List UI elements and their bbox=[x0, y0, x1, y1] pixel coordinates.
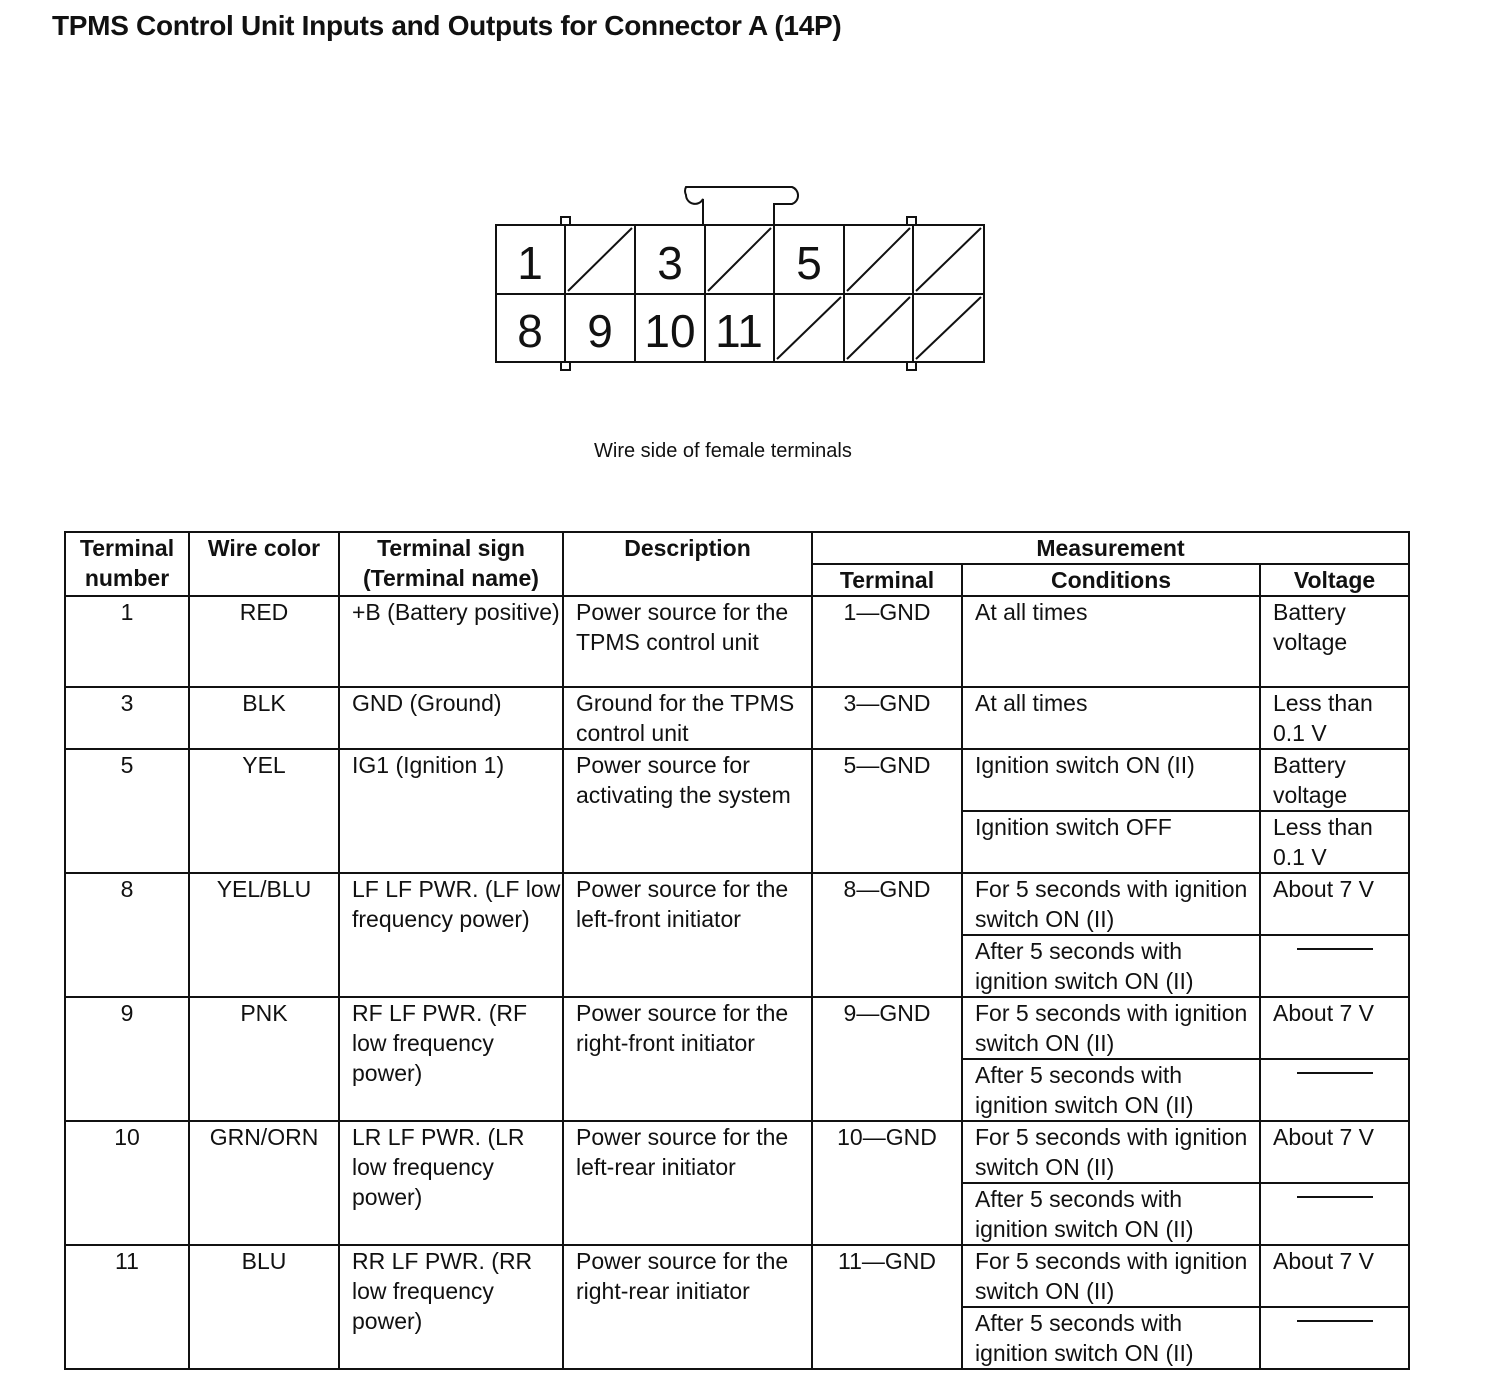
voltage-cell: About 7 V bbox=[1260, 1121, 1409, 1183]
voltage-cell: Battery voltage bbox=[1260, 749, 1409, 811]
connector-caption: Wire side of female terminals bbox=[594, 440, 852, 462]
voltage-cell bbox=[1260, 1183, 1409, 1245]
voltage-cell: About 7 V bbox=[1260, 873, 1409, 935]
voltage-cell: About 7 V bbox=[1260, 1245, 1409, 1307]
description-cell: Power source for the left-front initiator bbox=[563, 873, 812, 997]
condition-cell: Ignition switch ON (II) bbox=[962, 749, 1260, 811]
measurement-terminal-cell: 11—GND bbox=[812, 1245, 962, 1369]
terminal-sign-cell: GND (Ground) bbox=[339, 687, 563, 749]
measurement-terminal-cell: 5—GND bbox=[812, 749, 962, 873]
condition-cell: For 5 seconds with ignition switch ON (II) bbox=[962, 1121, 1260, 1183]
terminal-sign-cell: +B (Battery positive) bbox=[339, 596, 563, 687]
description-cell: Power source for the TPMS control unit bbox=[563, 596, 812, 687]
cavity-8: 8 bbox=[517, 305, 543, 357]
wire-color-cell: GRN/ORN bbox=[189, 1121, 339, 1245]
description-cell: Power source for activating the system bbox=[563, 749, 812, 873]
condition-cell: After 5 seconds with ignition switch ON (II) bbox=[962, 1183, 1260, 1245]
table-row bbox=[65, 1121, 1409, 1183]
header-wire-color: Wire color bbox=[189, 532, 339, 596]
terminal-number-cell: 5 bbox=[65, 749, 189, 873]
condition-cell: After 5 seconds with ignition switch ON (II) bbox=[962, 1059, 1260, 1121]
measurement-terminal-cell: 3—GND bbox=[812, 687, 962, 749]
cavity-11: 11 bbox=[715, 305, 763, 357]
description-cell: Power source for the left-rear initiator bbox=[563, 1121, 812, 1245]
wire-color-cell: BLK bbox=[189, 687, 339, 749]
terminal-number-cell: 11 bbox=[65, 1245, 189, 1369]
cavity-5: 5 bbox=[796, 237, 822, 289]
wire-color-cell: BLU bbox=[189, 1245, 339, 1369]
cavity-9: 9 bbox=[587, 305, 613, 357]
wire-color-cell: YEL/BLU bbox=[189, 873, 339, 997]
table-row bbox=[65, 749, 1409, 811]
condition-cell: At all times bbox=[962, 596, 1260, 687]
header-terminal-sign: Terminal sign (Terminal name) bbox=[339, 532, 563, 596]
voltage-cell: About 7 V bbox=[1260, 997, 1409, 1059]
table-row bbox=[65, 596, 1409, 687]
description-cell: Power source for the right-front initiator bbox=[563, 997, 812, 1121]
voltage-cell bbox=[1260, 1307, 1409, 1369]
condition-cell: After 5 seconds with ignition switch ON (II) bbox=[962, 935, 1260, 997]
measurement-terminal-cell: 10—GND bbox=[812, 1121, 962, 1245]
header-conditions: Conditions bbox=[962, 564, 1260, 596]
header-terminal: Terminal bbox=[812, 564, 962, 596]
voltage-cell bbox=[1260, 1059, 1409, 1121]
terminal-number-cell: 1 bbox=[65, 596, 189, 687]
condition-cell: For 5 seconds with ignition switch ON (II) bbox=[962, 997, 1260, 1059]
table-row bbox=[65, 1245, 1409, 1307]
terminal-sign-cell: LR LF PWR. (LR low frequency power) bbox=[339, 1121, 563, 1245]
voltage-cell: Less than 0.1 V bbox=[1260, 811, 1409, 873]
terminal-sign-cell: RR LF PWR. (RR low frequency power) bbox=[339, 1245, 563, 1369]
connector-diagram bbox=[480, 175, 1000, 380]
dash-mark bbox=[1297, 1196, 1373, 1198]
header-terminal-number: Terminal number bbox=[65, 532, 189, 596]
terminal-number-cell: 8 bbox=[65, 873, 189, 997]
cavity-3: 3 bbox=[657, 237, 683, 289]
table-row bbox=[65, 997, 1409, 1059]
table-row bbox=[65, 687, 1409, 749]
condition-cell: At all times bbox=[962, 687, 1260, 749]
measurement-terminal-cell: 1—GND bbox=[812, 596, 962, 687]
condition-cell: For 5 seconds with ignition switch ON (II) bbox=[962, 1245, 1260, 1307]
terminal-sign-cell: IG1 (Ignition 1) bbox=[339, 749, 563, 873]
cavity-1: 1 bbox=[517, 237, 543, 289]
header-measurement: Measurement bbox=[812, 532, 1409, 564]
description-cell: Power source for the right-rear initiator bbox=[563, 1245, 812, 1369]
condition-cell: For 5 seconds with ignition switch ON (II) bbox=[962, 873, 1260, 935]
condition-cell: After 5 seconds with ignition switch ON (II) bbox=[962, 1307, 1260, 1369]
page-title: TPMS Control Unit Inputs and Outputs for Connector A (14P) bbox=[52, 10, 842, 41]
terminal-number-cell: 3 bbox=[65, 687, 189, 749]
terminal-sign-cell: RF LF PWR. (RF low frequency power) bbox=[339, 997, 563, 1121]
measurement-terminal-cell: 8—GND bbox=[812, 873, 962, 997]
terminal-number-cell: 9 bbox=[65, 997, 189, 1121]
header-voltage: Voltage bbox=[1260, 564, 1409, 596]
cavity-10: 10 bbox=[644, 305, 696, 357]
dash-mark bbox=[1297, 948, 1373, 950]
dash-mark bbox=[1297, 1072, 1373, 1074]
table-row bbox=[65, 873, 1409, 935]
io-table bbox=[64, 531, 1410, 1370]
wire-color-cell: YEL bbox=[189, 749, 339, 873]
terminal-number-cell: 10 bbox=[65, 1121, 189, 1245]
header-description: Description bbox=[563, 532, 812, 596]
dash-mark bbox=[1297, 1320, 1373, 1322]
terminal-sign-cell: LF LF PWR. (LF low frequency power) bbox=[339, 873, 563, 997]
wire-color-cell: PNK bbox=[189, 997, 339, 1121]
description-cell: Ground for the TPMS control unit bbox=[563, 687, 812, 749]
condition-cell: Ignition switch OFF bbox=[962, 811, 1260, 873]
voltage-cell: Battery voltage bbox=[1260, 596, 1409, 687]
measurement-terminal-cell: 9—GND bbox=[812, 997, 962, 1121]
wire-color-cell: RED bbox=[189, 596, 339, 687]
voltage-cell bbox=[1260, 935, 1409, 997]
voltage-cell: Less than 0.1 V bbox=[1260, 687, 1409, 749]
